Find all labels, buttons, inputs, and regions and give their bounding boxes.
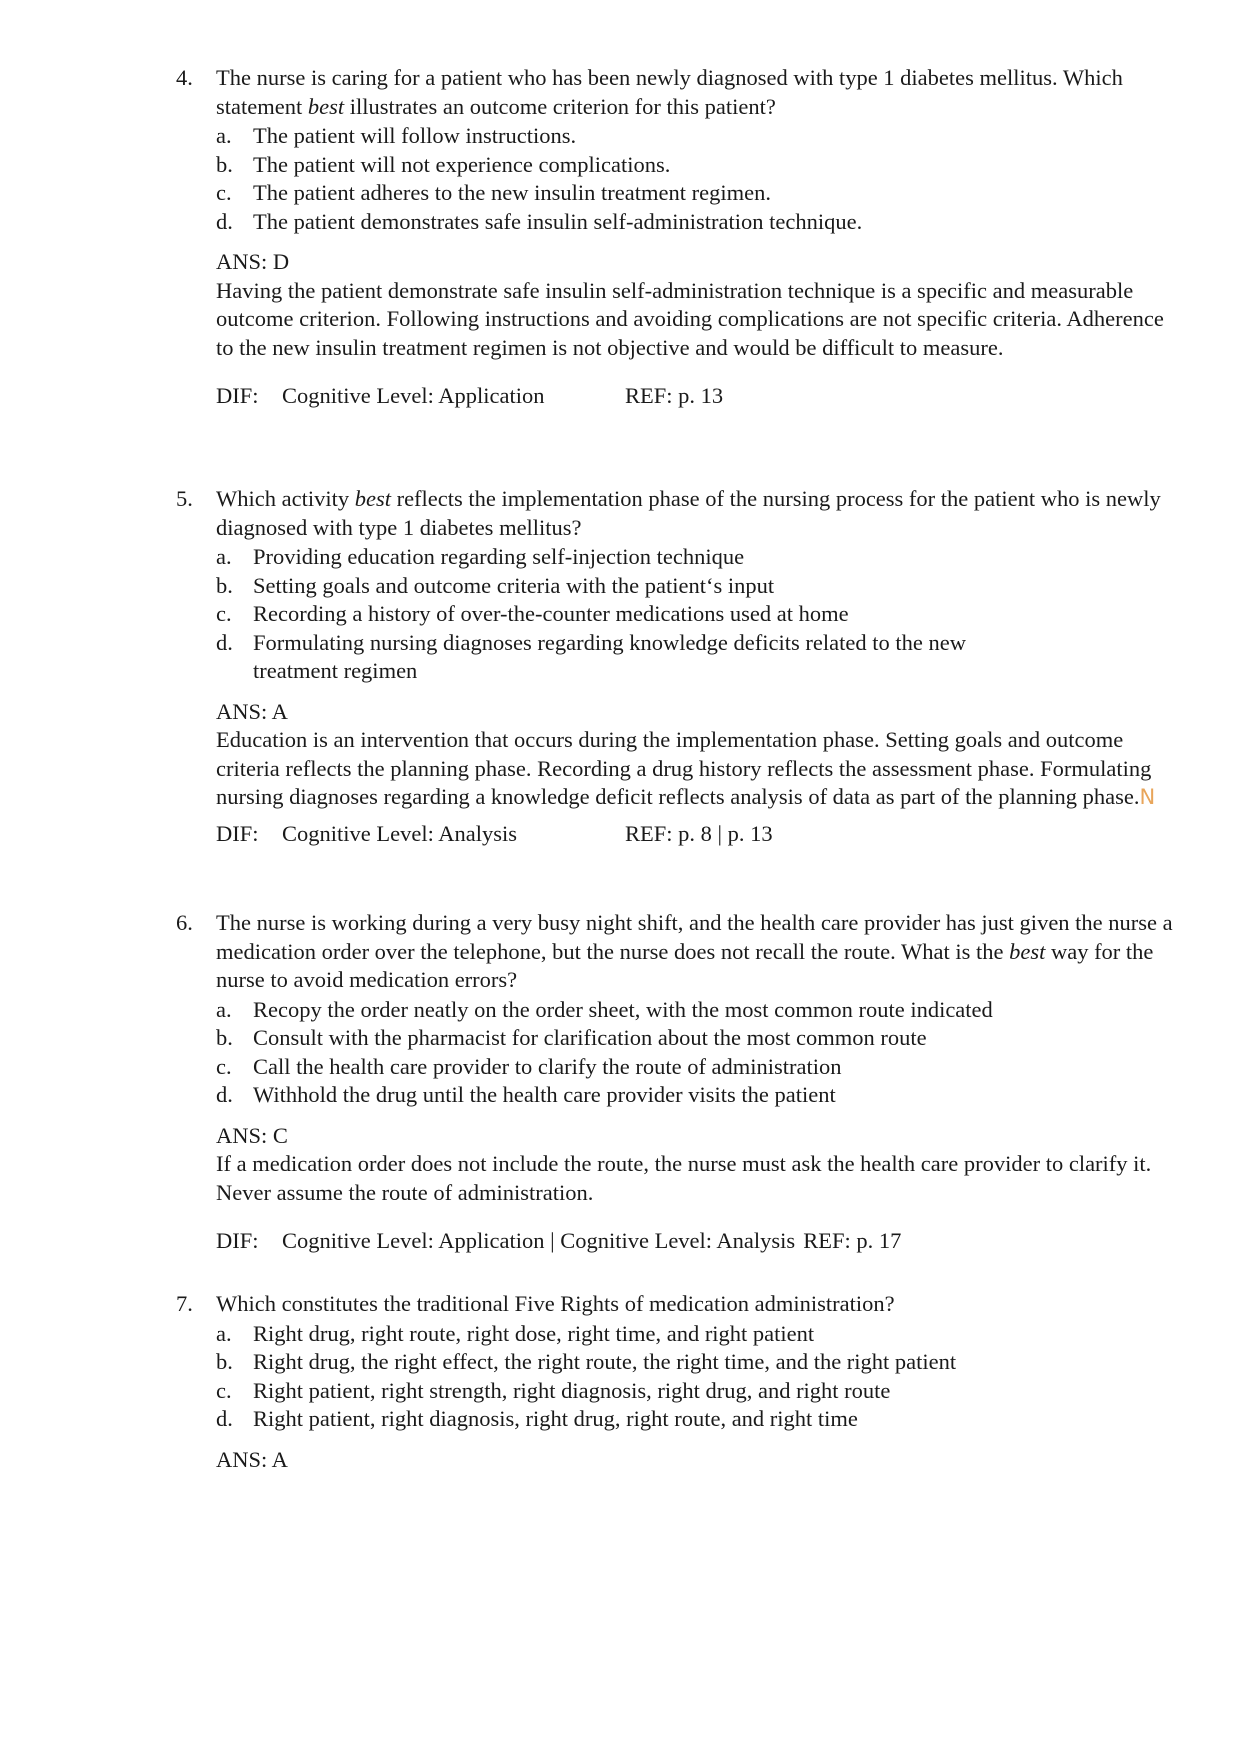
option-text: Providing education regarding self-injection technique [253,544,745,569]
option-b [216,1348,1176,1377]
question-metadata [216,382,1176,411]
option-text: The patient will follow instructions. [253,123,577,148]
option-text: Right drug, right route, right dose, right time, and right patient [253,1320,815,1346]
page-reference: REF: p. 13 [625,383,724,408]
cognitive-level: Cognitive Level: Analysis [282,820,517,846]
option-d [216,208,1176,237]
question-number: 4. [176,65,193,90]
rationale: Having the patient demonstrate safe insulin self-administration technique is a specific and measurable outcome criterion. Following instructions and avoiding complications are not specific criteria. Adherence to the new insulin treatment regimen is not objective and would be difficult to measure. [216,277,1164,360]
option-d [216,1081,1176,1110]
rationale: Education is an intervention that occurs during the implementation phase. Setting goals and outcome criteria reflects the planning phase. Recording a drug history reflects the assessment phase. Formulating nursing diagnoses regarding a knowledge deficit reflects analysis of data as part of the planning phase.N [216,727,1156,809]
option-c [216,600,1176,629]
option-letter: d. [216,1406,233,1431]
page-reference: REF: p. 8 | p. 13 [625,820,773,846]
option-text: Setting goals and outcome criteria with the patient‘s input [253,572,775,598]
dif-label: DIF: [216,820,259,846]
option-letter: b. [216,1349,233,1374]
option-text: Recording a history of over-the-counter medications used at home [253,601,849,626]
option-b [216,572,1176,601]
option-text: Recopy the order neatly on the order sheet, with the most common route indicated [253,996,993,1022]
emphasis: best [1009,938,1046,964]
cognitive-level: Cognitive Level: Application [282,383,545,408]
question-7 [176,1290,1176,1474]
question-number: 5. [176,486,193,511]
option-list [216,122,1176,236]
option-letter: b. [216,1025,233,1050]
answer: ANS: A [216,1446,288,1472]
option-text: Formulating nursing diagnoses regarding knowledge deficits related to the new treatment regimen [253,629,966,683]
option-list [216,1320,1176,1434]
option-letter: d. [216,1082,233,1107]
question-stem: 7. Which constitutes the traditional Five Rights of medication administration? [176,1290,1176,1319]
question-number: 6. [176,910,193,935]
option-letter: b. [216,151,233,177]
option-text: Consult with the pharmacist for clarification about the most common route [253,1025,927,1050]
question-5 [176,485,1176,848]
option-text: The patient adheres to the new insulin treatment regimen. [253,180,771,205]
option-a [216,996,1176,1025]
answer: ANS: D [216,249,290,274]
option-text: The patient will not experience complications. [253,151,671,177]
rationale: If a medication order does not include the route, the nurse must ask the health care provider to clarify it. Never assume the route of administration. [216,1151,1152,1205]
option-b [216,151,1176,180]
option-c [216,1053,1176,1082]
option-c [216,179,1176,208]
option-letter: a. [216,544,232,569]
option-text: Call the health care provider to clarify the route of administration [253,1053,842,1079]
option-letter: a. [216,996,232,1022]
question-metadata [216,820,1176,849]
option-text: Right drug, the right effect, the right route, the right time, and the right patient [253,1349,957,1374]
annotation-mark: N [1139,785,1156,809]
question-metadata [216,1227,1176,1256]
option-text: The patient demonstrates safe insulin self-administration technique. [253,208,863,234]
option-text: Right patient, right strength, right diagnosis, right drug, and right route [253,1377,891,1403]
question-4 [176,64,1176,411]
option-letter: d. [216,208,233,234]
answer: ANS: C [216,1122,288,1148]
option-letter: c. [216,601,232,626]
option-list [216,996,1176,1110]
question-stem: 4. The nurse is caring for a patient who has been newly diagnosed with type 1 diabetes mellitus. Which statement best illustrates an outcome criterion for this patient? [176,65,1123,119]
option-a [216,122,1176,151]
answer: ANS: A [216,698,288,724]
option-letter: b. [216,572,233,598]
dif-label: DIF: [216,1228,259,1253]
option-letter: c. [216,1377,232,1403]
option-letter: a. [216,123,232,148]
question-stem: 5. Which activity best reflects the implementation phase of the nursing process for the patient who is newly diagnosed with type 1 diabetes mellitus? [176,486,1161,540]
question-stem: 6. The nurse is working during a very busy night shift, and the health care provider has just given the nurse a medication order over the telephone, but the nurse does not recall the route. What is the best way for the nurse to avoid medication errors? [176,910,1173,992]
page-reference: REF: p. 17 [803,1228,902,1253]
option-letter: a. [216,1320,232,1346]
emphasis: best [307,93,345,119]
option-list [216,543,1176,686]
option-b [216,1024,1176,1053]
option-text: Right patient, right diagnosis, right drug, right route, and right time [253,1406,858,1431]
emphasis: best [354,486,391,511]
option-c [216,1377,1176,1406]
question-6 [176,909,1176,1256]
option-d [216,1405,1176,1434]
option-d [216,629,1053,686]
option-letter: d. [216,629,233,655]
option-a [216,543,1176,572]
dif-label: DIF: [216,383,259,408]
option-text: Withhold the drug until the health care provider visits the patient [253,1082,836,1107]
option-letter: c. [216,180,232,205]
question-number: 7. [176,1291,193,1316]
option-letter: c. [216,1053,232,1079]
option-a [216,1320,1176,1349]
cognitive-level: Cognitive Level: Application | Cognitive Level: Analysis [282,1228,796,1253]
